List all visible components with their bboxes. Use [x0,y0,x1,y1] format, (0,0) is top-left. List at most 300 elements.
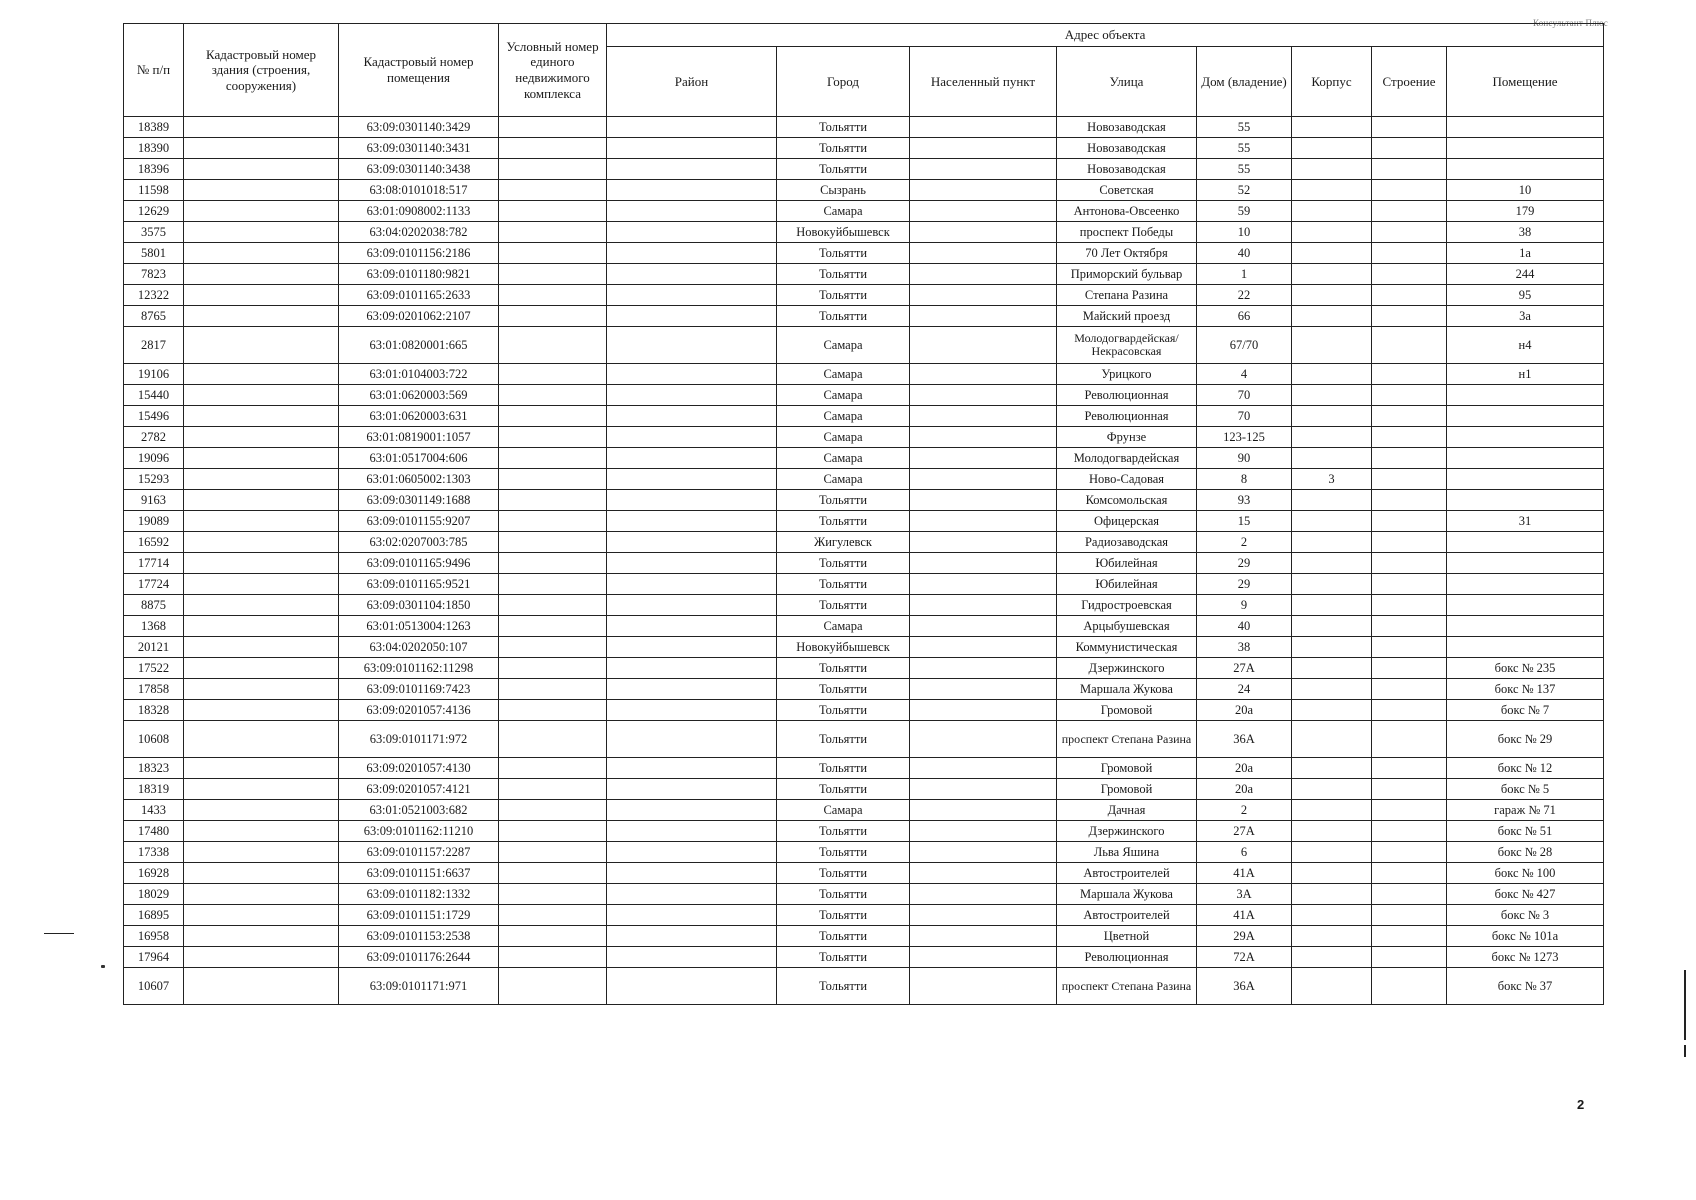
cell-premises: бокс № 235 [1447,658,1604,679]
cell-city: Тольятти [777,947,910,968]
cell-premises: 31 [1447,511,1604,532]
cell-house: 90 [1197,448,1292,469]
cell-building-cadastral [184,926,339,947]
cell-city: Сызрань [777,180,910,201]
cell-city: Тольятти [777,490,910,511]
cell-complex-number [499,884,607,905]
cell-stroenie [1372,427,1447,448]
cell-complex-number [499,327,607,364]
cell-building-cadastral [184,385,339,406]
cell-num: 17714 [124,553,184,574]
cell-house: 6 [1197,842,1292,863]
cell-num: 12322 [124,285,184,306]
cell-korpus [1292,821,1372,842]
cell-stroenie [1372,926,1447,947]
cell-korpus [1292,905,1372,926]
cell-building-cadastral [184,159,339,180]
cell-building-cadastral [184,201,339,222]
cell-complex-number [499,159,607,180]
cell-district [607,926,777,947]
cell-complex-number [499,863,607,884]
cell-complex-number [499,758,607,779]
cell-complex-number [499,490,607,511]
cell-building-cadastral [184,658,339,679]
cell-korpus [1292,385,1372,406]
cell-city: Тольятти [777,658,910,679]
cell-premises-cadastral: 63:09:0101156:2186 [339,243,499,264]
cell-settlement [910,779,1057,800]
cell-district [607,117,777,138]
cell-house: 2 [1197,800,1292,821]
cell-stroenie [1372,264,1447,285]
cell-city: Самара [777,385,910,406]
cell-korpus [1292,779,1372,800]
cell-settlement [910,159,1057,180]
cell-num: 2817 [124,327,184,364]
cell-complex-number [499,469,607,490]
cell-num: 9163 [124,490,184,511]
cell-complex-number [499,968,607,1005]
table-row [124,553,1604,574]
cell-stroenie [1372,285,1447,306]
cell-house: 20а [1197,758,1292,779]
cell-house: 29 [1197,574,1292,595]
cell-korpus [1292,658,1372,679]
cell-house: 72А [1197,947,1292,968]
header-complex-number: Условный номер единого недвижимого комплекса [499,24,607,117]
cell-house: 4 [1197,364,1292,385]
cell-stroenie [1372,448,1447,469]
cell-complex-number [499,779,607,800]
cell-building-cadastral [184,490,339,511]
cell-building-cadastral [184,427,339,448]
cell-complex-number [499,448,607,469]
cell-num: 19106 [124,364,184,385]
cell-building-cadastral [184,222,339,243]
cell-stroenie [1372,968,1447,1005]
cell-korpus [1292,884,1372,905]
cell-stroenie [1372,637,1447,658]
cell-street: Юбилейная [1057,574,1197,595]
cell-building-cadastral [184,968,339,1005]
cell-premises [1447,595,1604,616]
cell-building-cadastral [184,364,339,385]
cell-stroenie [1372,490,1447,511]
cell-district [607,553,777,574]
cell-settlement [910,264,1057,285]
cell-premises-cadastral: 63:09:0301149:1688 [339,490,499,511]
cell-street: Фрунзе [1057,427,1197,448]
cell-street: Дачная [1057,800,1197,821]
cell-city: Самара [777,406,910,427]
cell-settlement [910,947,1057,968]
cell-building-cadastral [184,285,339,306]
cell-district [607,595,777,616]
cell-city: Тольятти [777,926,910,947]
cell-num: 1368 [124,616,184,637]
cell-city: Тольятти [777,821,910,842]
cell-city: Тольятти [777,138,910,159]
cell-street: Степана Разина [1057,285,1197,306]
cell-city: Самара [777,201,910,222]
cell-stroenie [1372,700,1447,721]
cell-complex-number [499,385,607,406]
cell-complex-number [499,595,607,616]
cell-house: 9 [1197,595,1292,616]
cell-premises: н4 [1447,327,1604,364]
cell-settlement [910,222,1057,243]
cell-settlement [910,679,1057,700]
cell-premises: бокс № 3 [1447,905,1604,926]
cell-korpus [1292,616,1372,637]
cell-premises: гараж № 71 [1447,800,1604,821]
cell-settlement [910,511,1057,532]
cell-premises: 38 [1447,222,1604,243]
cell-stroenie [1372,758,1447,779]
cell-premises-cadastral: 63:09:0101180:9821 [339,264,499,285]
cell-num: 8765 [124,306,184,327]
cell-num: 17858 [124,679,184,700]
table-row [124,905,1604,926]
cell-premises-cadastral: 63:09:0101169:7423 [339,679,499,700]
cell-settlement [910,385,1057,406]
cell-num: 18389 [124,117,184,138]
cell-complex-number [499,700,607,721]
cell-settlement [910,842,1057,863]
cell-city: Тольятти [777,243,910,264]
cell-city: Тольятти [777,159,910,180]
cell-building-cadastral [184,117,339,138]
table-row [124,658,1604,679]
cell-settlement [910,863,1057,884]
cell-korpus [1292,159,1372,180]
table-row [124,637,1604,658]
cell-building-cadastral [184,637,339,658]
cell-house: 20а [1197,779,1292,800]
cell-district [607,201,777,222]
cell-stroenie [1372,469,1447,490]
cell-house: 52 [1197,180,1292,201]
cell-building-cadastral [184,905,339,926]
table-row [124,180,1604,201]
cell-num: 3575 [124,222,184,243]
cell-city: Тольятти [777,758,910,779]
cell-house: 36А [1197,721,1292,758]
cell-house: 41А [1197,905,1292,926]
cell-stroenie [1372,595,1447,616]
cell-num: 17522 [124,658,184,679]
table-row [124,306,1604,327]
cell-street: Радиозаводская [1057,532,1197,553]
cell-house: 3А [1197,884,1292,905]
cell-street: Молодогвардейская/Некрасовская [1057,327,1197,364]
table-row [124,574,1604,595]
cell-building-cadastral [184,947,339,968]
header-building-cadastral: Кадастровый номер здания (строения, сооружения) [184,24,339,117]
cell-house: 22 [1197,285,1292,306]
cell-settlement [910,406,1057,427]
cell-district [607,905,777,926]
cell-street: Льва Яшина [1057,842,1197,863]
cell-num: 16895 [124,905,184,926]
table-row [124,947,1604,968]
table-row [124,863,1604,884]
cell-stroenie [1372,947,1447,968]
cell-num: 2782 [124,427,184,448]
cell-settlement [910,490,1057,511]
cell-premises: 179 [1447,201,1604,222]
cell-korpus [1292,968,1372,1005]
cell-settlement [910,117,1057,138]
cell-street: Автостроителей [1057,905,1197,926]
cell-street: Антонова-Овсеенко [1057,201,1197,222]
cell-num: 17338 [124,842,184,863]
cell-city: Тольятти [777,905,910,926]
cell-city: Самара [777,448,910,469]
cell-complex-number [499,264,607,285]
cell-premises: бокс № 427 [1447,884,1604,905]
cell-premises: н1 [1447,364,1604,385]
cell-city: Тольятти [777,511,910,532]
cell-premises-cadastral: 63:02:0207003:785 [339,532,499,553]
table-row [124,758,1604,779]
cell-num: 7823 [124,264,184,285]
cell-settlement [910,532,1057,553]
table-row [124,821,1604,842]
cell-house: 41А [1197,863,1292,884]
cell-num: 16958 [124,926,184,947]
cell-city: Тольятти [777,721,910,758]
cell-korpus [1292,180,1372,201]
cell-settlement [910,448,1057,469]
table-row [124,926,1604,947]
cell-street: Коммунистическая [1057,637,1197,658]
right-edge-scan-mark [1684,970,1686,1040]
table-row [124,222,1604,243]
cell-city: Самара [777,616,910,637]
cell-num: 20121 [124,637,184,658]
cell-korpus [1292,532,1372,553]
table-row [124,842,1604,863]
cell-street: Арцыбушевская [1057,616,1197,637]
header-street: Улица [1057,47,1197,117]
cell-premises-cadastral: 63:09:0201057:4136 [339,700,499,721]
cell-complex-number [499,658,607,679]
cell-city: Тольятти [777,779,910,800]
cell-district [607,159,777,180]
cell-settlement [910,469,1057,490]
cell-house: 24 [1197,679,1292,700]
cell-num: 18319 [124,779,184,800]
cell-premises-cadastral: 63:09:0301140:3429 [339,117,499,138]
cell-house: 8 [1197,469,1292,490]
cell-settlement [910,364,1057,385]
cell-premises: 244 [1447,264,1604,285]
cell-city: Тольятти [777,306,910,327]
table-row [124,385,1604,406]
table-row [124,469,1604,490]
cell-city: Тольятти [777,574,910,595]
cell-num: 19089 [124,511,184,532]
cell-district [607,700,777,721]
cell-premises [1447,574,1604,595]
cell-korpus [1292,947,1372,968]
cell-premises-cadastral: 63:09:0301104:1850 [339,595,499,616]
cell-house: 67/70 [1197,327,1292,364]
cell-stroenie [1372,159,1447,180]
cell-premises-cadastral: 63:09:0101182:1332 [339,884,499,905]
cell-stroenie [1372,406,1447,427]
cell-building-cadastral [184,243,339,264]
cell-premises-cadastral: 63:09:0101155:9207 [339,511,499,532]
cell-district [607,679,777,700]
cell-street: Громовой [1057,779,1197,800]
cell-premises-cadastral: 63:09:0201057:4121 [339,779,499,800]
cell-premises [1447,385,1604,406]
cell-stroenie [1372,385,1447,406]
cell-korpus [1292,758,1372,779]
cell-settlement [910,700,1057,721]
cell-korpus [1292,842,1372,863]
cell-settlement [910,821,1057,842]
cell-city: Тольятти [777,968,910,1005]
cell-num: 16928 [124,863,184,884]
cell-street: Цветной [1057,926,1197,947]
cell-district [607,427,777,448]
cell-korpus [1292,679,1372,700]
table-row [124,595,1604,616]
cell-house: 40 [1197,616,1292,637]
cell-district [607,306,777,327]
cell-premises-cadastral: 63:09:0101162:11298 [339,658,499,679]
cell-city: Самара [777,327,910,364]
cell-street: проспект Степана Разина [1057,721,1197,758]
header-address-group: Адрес объекта [607,24,1604,47]
cell-district [607,779,777,800]
cell-district [607,721,777,758]
cell-building-cadastral [184,327,339,364]
cell-stroenie [1372,779,1447,800]
cell-district [607,406,777,427]
cell-korpus [1292,574,1372,595]
cell-premises-cadastral: 63:04:0202038:782 [339,222,499,243]
cell-district [607,947,777,968]
cell-building-cadastral [184,700,339,721]
cell-city: Тольятти [777,884,910,905]
cell-house: 70 [1197,385,1292,406]
cell-complex-number [499,637,607,658]
cell-korpus [1292,700,1372,721]
cell-complex-number [499,285,607,306]
cell-settlement [910,758,1057,779]
cell-house: 20а [1197,700,1292,721]
cell-settlement [910,201,1057,222]
property-registry-table [123,23,1604,1005]
cell-premises-cadastral: 63:01:0620003:631 [339,406,499,427]
cell-premises: бокс № 29 [1447,721,1604,758]
cell-premises [1447,490,1604,511]
cell-settlement [910,306,1057,327]
cell-premises [1447,532,1604,553]
cell-stroenie [1372,884,1447,905]
cell-settlement [910,285,1057,306]
cell-premises-cadastral: 63:09:0301140:3438 [339,159,499,180]
cell-stroenie [1372,243,1447,264]
cell-settlement [910,637,1057,658]
cell-city: Тольятти [777,863,910,884]
table-row [124,201,1604,222]
cell-house: 1 [1197,264,1292,285]
cell-premises-cadastral: 63:01:0521003:682 [339,800,499,821]
corner-watermark-note: Консультант Плюс [1532,18,1608,28]
cell-korpus [1292,427,1372,448]
cell-complex-number [499,306,607,327]
cell-building-cadastral [184,595,339,616]
cell-korpus [1292,285,1372,306]
cell-premises [1447,427,1604,448]
cell-building-cadastral [184,448,339,469]
cell-num: 18328 [124,700,184,721]
cell-street: Урицкого [1057,364,1197,385]
cell-num: 18323 [124,758,184,779]
cell-premises: бокс № 28 [1447,842,1604,863]
cell-district [607,574,777,595]
cell-premises-cadastral: 63:09:0301140:3431 [339,138,499,159]
cell-settlement [910,243,1057,264]
table-row [124,427,1604,448]
cell-city: Тольятти [777,700,910,721]
table-row [124,700,1604,721]
cell-premises [1447,637,1604,658]
cell-korpus [1292,364,1372,385]
cell-premises: бокс № 7 [1447,700,1604,721]
cell-premises [1447,406,1604,427]
cell-num: 17964 [124,947,184,968]
cell-house: 10 [1197,222,1292,243]
header-num: № п/п [124,24,184,117]
cell-street: Дзержинского [1057,821,1197,842]
cell-premises-cadastral: 63:01:0605002:1303 [339,469,499,490]
cell-street: Маршала Жукова [1057,884,1197,905]
cell-complex-number [499,406,607,427]
cell-building-cadastral [184,863,339,884]
cell-district [607,968,777,1005]
cell-premises: бокс № 101а [1447,926,1604,947]
cell-premises-cadastral: 63:09:0101171:972 [339,721,499,758]
cell-building-cadastral [184,779,339,800]
table-row [124,264,1604,285]
cell-street: Молодогвардейская [1057,448,1197,469]
cell-building-cadastral [184,800,339,821]
cell-stroenie [1372,905,1447,926]
cell-settlement [910,884,1057,905]
cell-building-cadastral [184,553,339,574]
cell-street: Юбилейная [1057,553,1197,574]
cell-city: Новокуйбышевск [777,637,910,658]
cell-complex-number [499,201,607,222]
cell-korpus [1292,490,1372,511]
cell-korpus [1292,222,1372,243]
cell-complex-number [499,180,607,201]
cell-district [607,243,777,264]
cell-building-cadastral [184,821,339,842]
cell-building-cadastral [184,306,339,327]
cell-premises [1447,138,1604,159]
cell-stroenie [1372,222,1447,243]
cell-num: 17480 [124,821,184,842]
cell-premises [1447,448,1604,469]
cell-street: Революционная [1057,947,1197,968]
